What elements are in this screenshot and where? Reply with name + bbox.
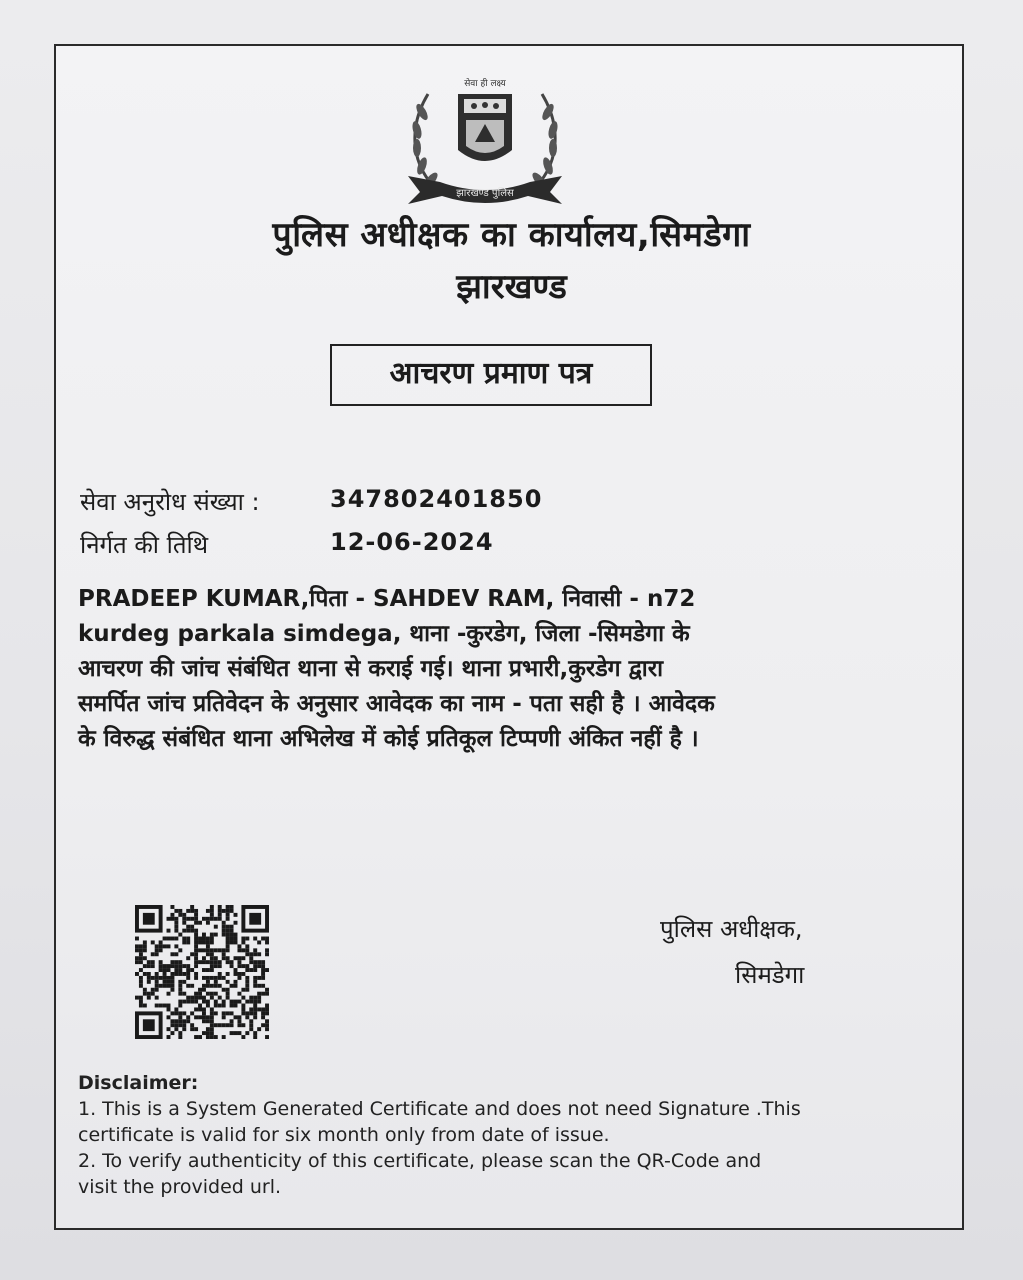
disclaimer — [78, 1070, 801, 1200]
disclaimer-line: 1. This is a System Generated Certificate and does not need Signature .This — [78, 1098, 801, 1120]
disclaimer-heading: Disclaimer: — [78, 1072, 199, 1094]
issue-date-value: 12-06-2024 — [330, 528, 494, 556]
body-line: समर्पित जांच प्रतिवेदन के अनुसार आवेदक का नाम - पता सही है । आवेदक — [78, 691, 715, 717]
service-request-value: 347802401850 — [330, 485, 543, 513]
emblem-motto: सेवा ही लक्ष्य — [464, 79, 506, 89]
body-line: के विरुद्ध संबंधित थाना अभिलेख में कोई प्रतिकूल टिप्पणी अंकित नहीं है । — [78, 726, 699, 752]
signature-district: सिमडेगा — [735, 961, 805, 989]
body-line: kurdeg parkala simdega, थाना -कुरडेग, जिला -सिमडेगा के — [78, 621, 690, 647]
issue-date-label: निर्गत की तिथि — [80, 531, 209, 559]
certificate-body — [78, 582, 958, 757]
emblem-ribbon-text: झारखण्ड पुलिस — [456, 188, 514, 199]
service-request-label: सेवा अनुरोध संख्या : — [80, 488, 260, 516]
body-line: आचरण की जांच संबंधित थाना से कराई गई। थाना प्रभारी,कुरडेग द्वारा — [78, 656, 664, 682]
disclaimer-line: 2. To verify authenticity of this certificate, please scan the QR-Code and — [78, 1150, 762, 1172]
jharkhand-police-emblem-icon — [400, 72, 570, 208]
service-request-row — [80, 485, 543, 518]
office-title: पुलिस अधीक्षक का कार्यालय,सिमडेगा — [272, 215, 751, 255]
certificate-title: आचरण प्रमाण पत्र — [330, 344, 652, 406]
disclaimer-line: visit the provided url. — [78, 1176, 282, 1198]
signature-designation: पुलिस अधीक्षक, — [660, 915, 803, 943]
disclaimer-line: certificate is valid for six month only from date of issue. — [78, 1124, 610, 1146]
issue-date-row — [80, 528, 494, 561]
state-title: झारखण्ड — [456, 267, 567, 307]
qr-code-icon[interactable] — [134, 905, 270, 1039]
body-line: PRADEEP KUMAR,पिता - SAHDEV RAM, निवासी - n72 — [78, 586, 696, 612]
